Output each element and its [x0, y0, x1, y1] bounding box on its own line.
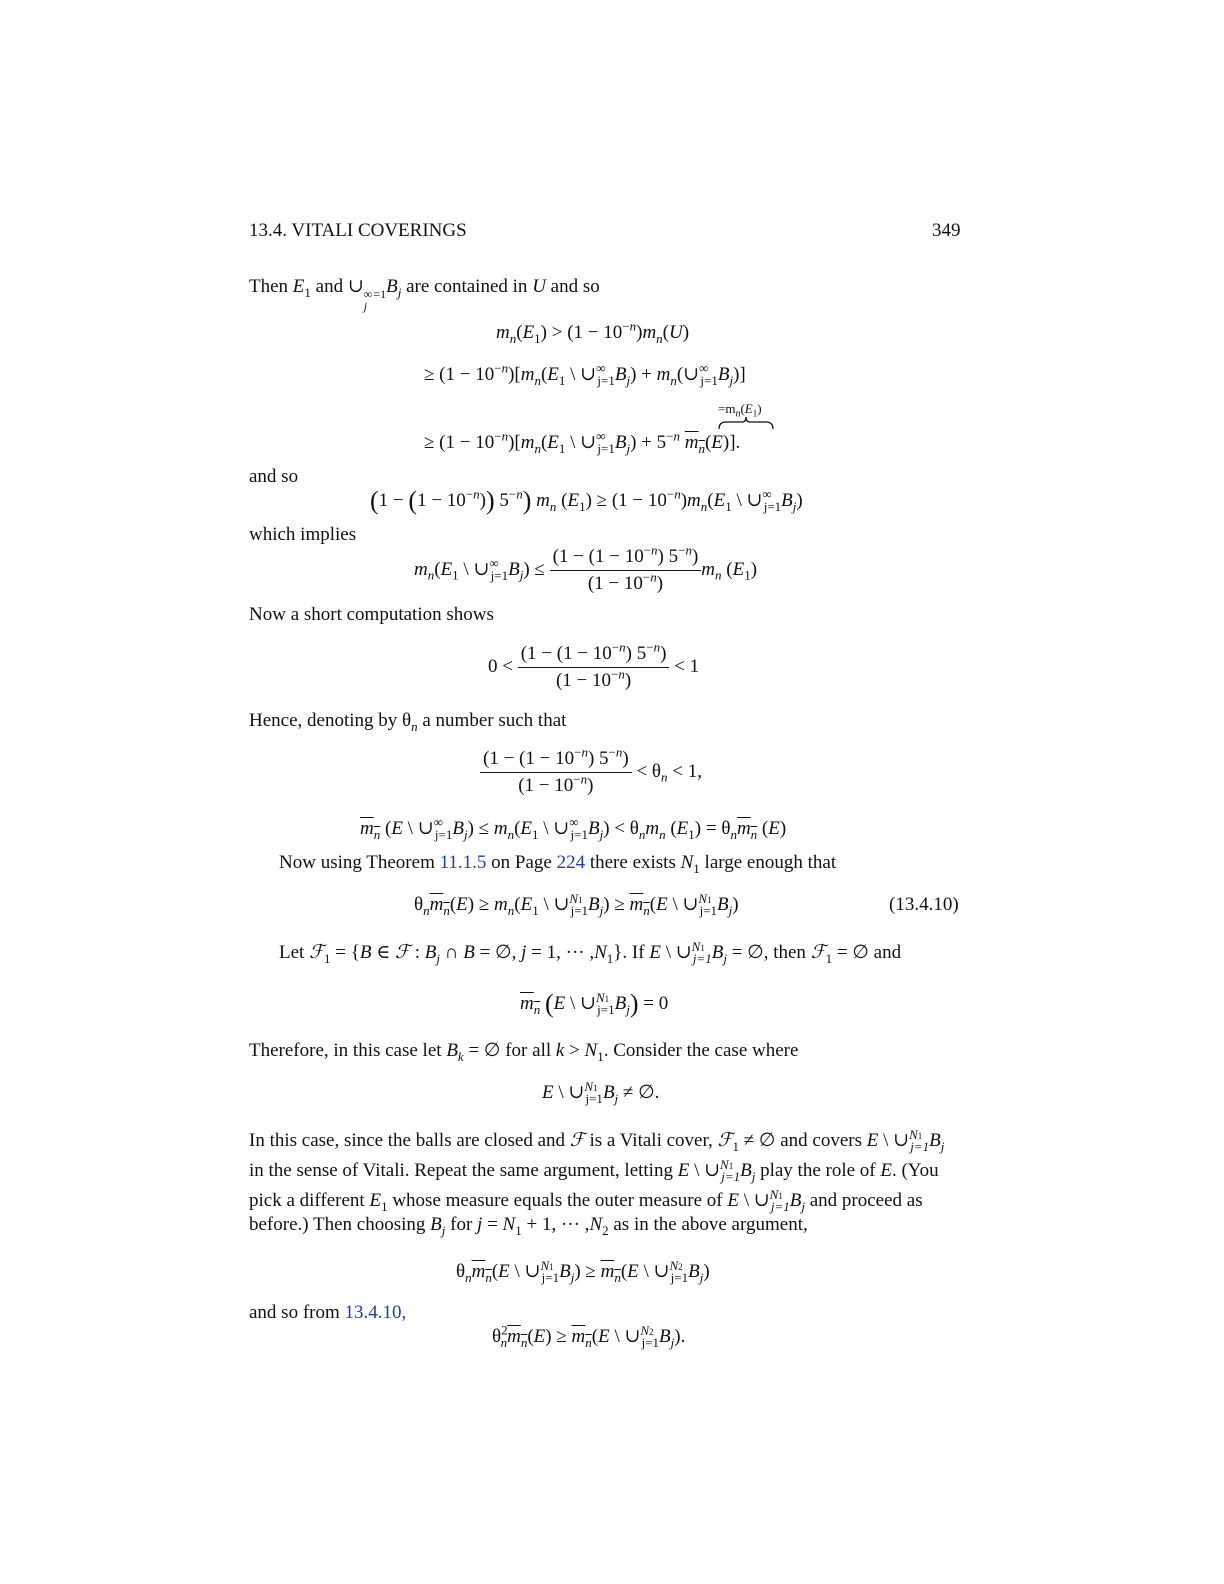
- equation-line-11: E \ $\cup^{N1}_{j=1}B_j$ ≠ ∅.: [542, 1078, 660, 1106]
- equation-line-3: ≥ $(1 - 10^{-n})[m_n(E_1$ \ $\cup^\infty_{j=1}B_j) + 5^{-n}$ $m_n(E)$].: [424, 428, 741, 456]
- text-and-so: and so: [249, 466, 299, 487]
- text-now-using: Now using Theorem 11.1.5 on Page 224 there exists $N_1$ large enough that: [279, 852, 837, 876]
- equation-number: (13.4.10): [889, 894, 959, 915]
- equation-line-13: $\theta^2_nm_n(E) \ge m_n(E$ \ $\cup^{N2}_{j=1}B_j$).: [492, 1322, 686, 1350]
- overbrace: [718, 416, 774, 430]
- text-let: Let ℱ$_1$ = {B ∈ ℱ : $B_j$ ∩ B = ∅, j = 1, ··· $,N_1$}. If E \ $\cup^{N1}_{j=1}B_j$ = ∅, then ℱ$_1$ = ∅ and: [279, 938, 902, 966]
- equation-line-8: $m_n$ (E \ $\cup^\infty_{j=1}B_j) \le m_n(E_1$ \ $\cup^\infty_{j=1}B_j) < \theta_nm_n$ $(E_1) = \theta_nm_n$ (E): [360, 814, 787, 842]
- equation-line-6: 0 < $\frac{(1 - (1 - 10^{-n}) 5^{-n})}{(1 - 10^{-n})}$ < 1: [488, 639, 700, 691]
- paragraph-line-3: pick a different $E_1$ whose measure equals the outer measure of E \ $\cup^{N1}_{j=1}B_j$ and proceed as: [249, 1186, 923, 1214]
- running-header: [249, 220, 467, 242]
- text-hence: Hence, denoting by $\theta_n$ a number such that: [249, 710, 567, 734]
- text-and-so-from: and so from 13.4.10,: [249, 1302, 407, 1323]
- equation-line-7: $\frac{(1 - (1 - 10^{-n}) 5^{-n})}{(1 - 10^{-n})}$ < $\theta_n < 1$,: [480, 748, 702, 797]
- underbrace-label: $=m_n(E_1)$: [718, 401, 762, 420]
- text-line-then: Then $E_1$ and ∪ ∞ j $_{=1}B_j$ are contained in U and so: [249, 276, 600, 313]
- text-which-implies: which implies: [249, 524, 357, 545]
- equation-line-1: $m_n(E_1) > (1 - 10^{-n})m_n(U)$: [496, 318, 690, 346]
- equation-line-12: $\theta_nm_n(E$ \ $\cup^{N1}_{j=1}B_j) \ge m_n(E$ \ $\cup^{N2}_{j=1}B_j$): [456, 1257, 710, 1285]
- equation-line-9: $\theta_nm_n(E) \ge m_n(E_1$ \ $\cup^{N1}_{j=1}B_j) \ge m_n(E$ \ $\cup^{N1}_{j=1}B_j$): [414, 890, 739, 918]
- paragraph-line-1: In this case, since the balls are closed and ℱ is a Vitali cover, ℱ$_1$ ≠ ∅ and covers E \ $\cup^{N1}_{j=1}B_j$: [249, 1126, 945, 1154]
- text-short-computation: Now a short computation shows: [249, 604, 494, 625]
- theorem-link[interactable]: 11.1.5: [439, 852, 487, 873]
- equation-line-10: $m_n$ (E \ $\cup^{N1}_{j=1}B_j) = 0$: [520, 989, 669, 1018]
- equation-line-4: $(1 - (1 - 10^{-n}))$ $5^{-n}$) $m_n$ $(E_1) \ge (1 - 10^{-n})m_n(E_1$ \ $\cup^\infty_{j=1}B_j$): [370, 486, 803, 515]
- section-title: 13.4. VITALI COVERINGS: [249, 220, 467, 241]
- paragraph-line-4: before.) Then choosing $B_j$ for $j = N_1 + 1$, ··· $,N_2$ as in the above argument,: [249, 1214, 808, 1238]
- paragraph-line-2: in the sense of Vitali. Repeat the same argument, letting E \ $\cup^{N1}_{j=1}B_j$ play the role of E. (You: [249, 1156, 939, 1184]
- page-link[interactable]: 224: [556, 852, 586, 873]
- equation-link[interactable]: 13.4.10,: [344, 1302, 407, 1323]
- equation-line-5: $m_n(E_1$ \ $\cup^\infty_{j=1}B_j$) ≤ $\frac{(1 - (1 - 10^{-n}) 5^{-n})}{(1 - 10^{-n})}$ $m_n$ $(E_1)$: [414, 542, 758, 594]
- page-number: 349: [932, 220, 961, 241]
- equation-line-2: ≥ $(1 - 10^{-n})[m_n(E_1$ \ $\cup^\infty_{j=1}B_j$) + $m_n(\cup^\infty_{j=1}B_j)$]: [424, 360, 746, 388]
- text-therefore: Therefore, in this case let $B_k$ = ∅ for all $k > N_1$. Consider the case where: [249, 1040, 799, 1064]
